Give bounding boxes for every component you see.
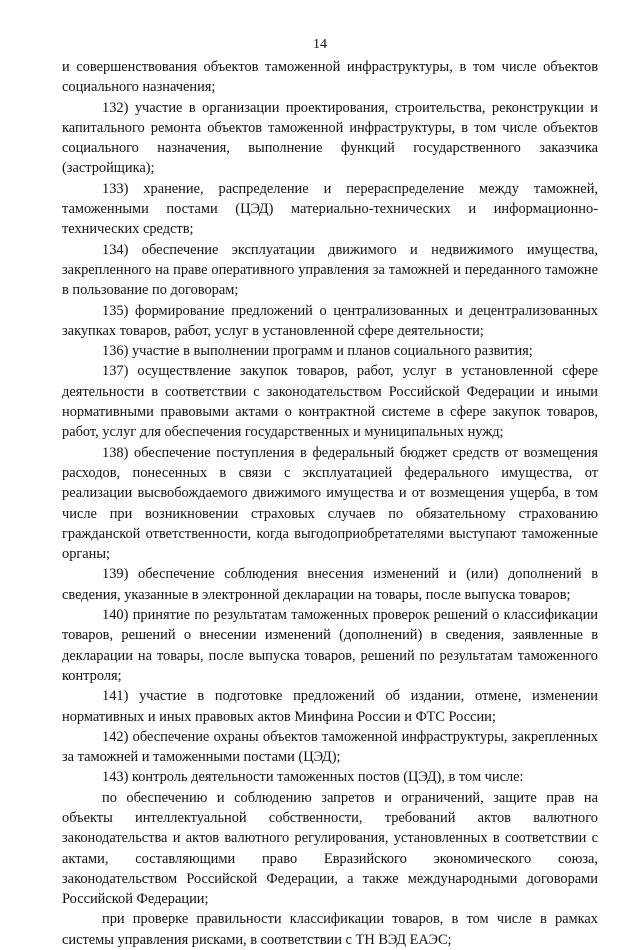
paragraph: 138) обеспечение поступления в федеральный бюджет средств от возмещения расходов, понесенных в связи с эксплуатацией федерального имущества, от реализации высвобождаемого движимого имущества и от возмещения ущерба, в том числе при возникновении страховых случаев по обязательному страхованию гражданской ответственности, когда выгодоприобретателями выступают таможенные органы; — [62, 444, 598, 563]
paragraph: 134) обеспечение эксплуатации движимого и недвижимого имущества, закрепленного на праве оперативного управления за таможней и переданного таможне в пользование по договорам; — [62, 241, 598, 299]
paragraph: и совершенствования объектов таможенной инфраструктуры, в том числе объектов социального назначения; — [62, 59, 598, 96]
paragraph: 132) участие в организации проектирования, строительства, реконструкции и капитального ремонта объектов таможенной инфраструктуры, в том числе объектов социального назначения, выполнение функций государственного заказчика (застройщика); — [62, 99, 598, 177]
paragraph: при проверке правильности классификации товаров, в том числе в рамках системы управления рисками, в соответствии с ТН ВЭД ЕАЭС; — [62, 911, 598, 948]
paragraph: 143) контроль деятельности таможенных постов (ЦЭД), в том числе: — [102, 769, 524, 786]
paragraph: 141) участие в подготовке предложений об издании, отмене, изменении нормативных и иных правовых актов Минфина России и ФТС России; — [62, 688, 598, 725]
paragraph: 133) хранение, распределение и перераспределение между таможней, таможенными постами (ЦЭД) материально-технических и информационно-технических средств; — [62, 180, 598, 238]
paragraph: 139) обеспечение соблюдения внесения изменений и (или) дополнений в сведения, указанные в электронной декларации на товары, после выпуска товаров; — [62, 566, 598, 603]
paragraph: по обеспечению и соблюдению запретов и ограничений, защите прав на объекты интеллектуальной собственности, требований актов валютного законодательства и актов валютного регулирования, установленных в соответствии с актами, составляющими право Евразийского экономического союза, законодательством Российской Федерации, а также международными договорами Российской Федерации; — [62, 789, 598, 908]
paragraph: 142) обеспечение охраны объектов таможенной инфраструктуры, закрепленных за таможней и таможенными постами (ЦЭД); — [62, 728, 598, 766]
page-number: 14 — [313, 37, 327, 52]
paragraph: 137) осуществление закупок товаров, работ, услуг в установленной сфере деятельности в соответствии с законодательством Российской Федерации и иными нормативными правовыми актами о контрактной системе в сфере закупок товаров, работ, услуг для обеспечения государственных и муниципальных нужд; — [62, 363, 598, 441]
paragraph: 136) участие в выполнении программ и планов социального развития; — [102, 343, 533, 360]
document-body — [62, 57, 598, 950]
paragraph: 140) принятие по результатам таможенных проверок решений о классификации товаров, решений о внесении изменений (дополнений) в сведения, заявленные в декларации на товары, после выпуска товаров, решений по результатам таможенного контроля; — [62, 607, 598, 684]
paragraph: 135) формирование предложений о централизованных и децентрализованных закупках товаров, работ, услуг в установленной сфере деятельности; — [62, 302, 598, 339]
